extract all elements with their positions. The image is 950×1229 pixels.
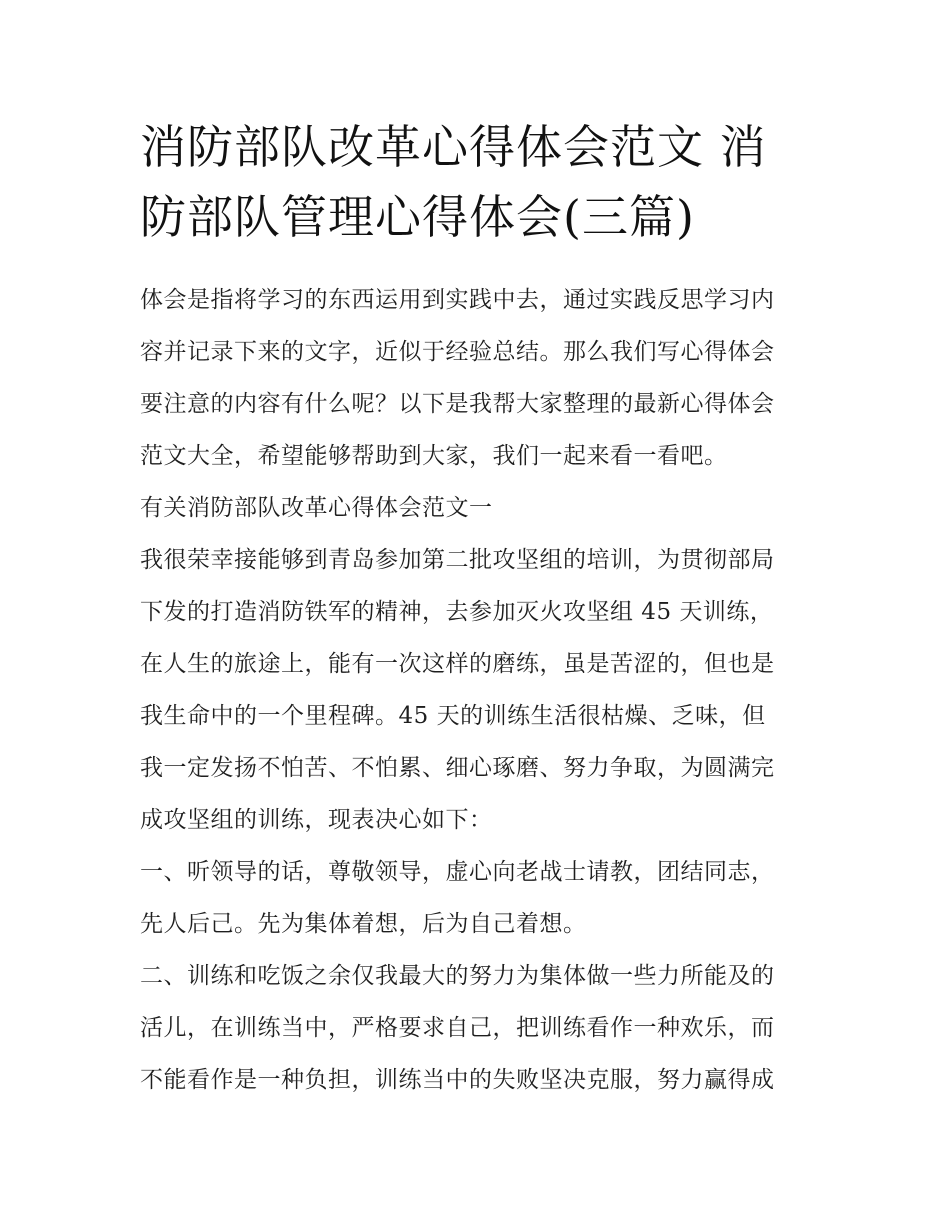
- text-line: 一、听领导的话，尊敬领导，虚心向老战士请教，团结同志，: [140, 859, 775, 885]
- title-line-2: 防部队管理心得体会(三篇): [140, 190, 695, 244]
- text-line: 先人后己。先为集体着想，后为自己着想。: [140, 911, 587, 937]
- text-line: 要注意的内容有什么呢？以下是我帮大家整理的最新心得体会: [140, 391, 775, 417]
- text-line: 容并记录下来的文字，近似于经验总结。那么我们写心得体会: [140, 339, 775, 365]
- text-line: 范文大全，希望能够帮助到大家，我们一起来看一看吧。: [140, 443, 728, 469]
- document-body: [140, 281, 820, 1113]
- text-line: 下发的打造消防铁军的精神，去参加灭火攻坚组 45 天训练，: [140, 599, 774, 625]
- text-line: 活儿，在训练当中，严格要求自己，把训练看作一种欢乐，而: [140, 1015, 775, 1041]
- text-line: 二、训练和吃饭之余仅我最大的努力为集体做一些力所能及的: [140, 963, 775, 989]
- text-line: 在人生的旅途上，能有一次这样的磨练，虽是苦涩的，但也是: [140, 651, 775, 677]
- text-line: 体会是指将学习的东西运用到实践中去，通过实践反思学习内: [140, 287, 775, 313]
- title-line-1: 消防部队改革心得体会范文 消: [140, 120, 767, 174]
- text-line: 成攻坚组的训练，现表决心如下：: [140, 807, 493, 833]
- document-title: [140, 112, 830, 252]
- text-line: 不能看作是一种负担，训练当中的失败坚决克服，努力赢得成: [140, 1067, 775, 1093]
- section-heading: 有关消防部队改革心得体会范文一: [140, 495, 493, 521]
- text-line: 我生命中的一个里程碑。45 天的训练生活很枯燥、乏味，但: [140, 703, 766, 729]
- text-line: 我一定发扬不怕苦、不怕累、细心琢磨、努力争取，为圆满完: [140, 755, 775, 781]
- body-text-block: [140, 281, 820, 1099]
- text-line: 我很荣幸接能够到青岛参加第二批攻坚组的培训，为贯彻部局: [140, 547, 775, 573]
